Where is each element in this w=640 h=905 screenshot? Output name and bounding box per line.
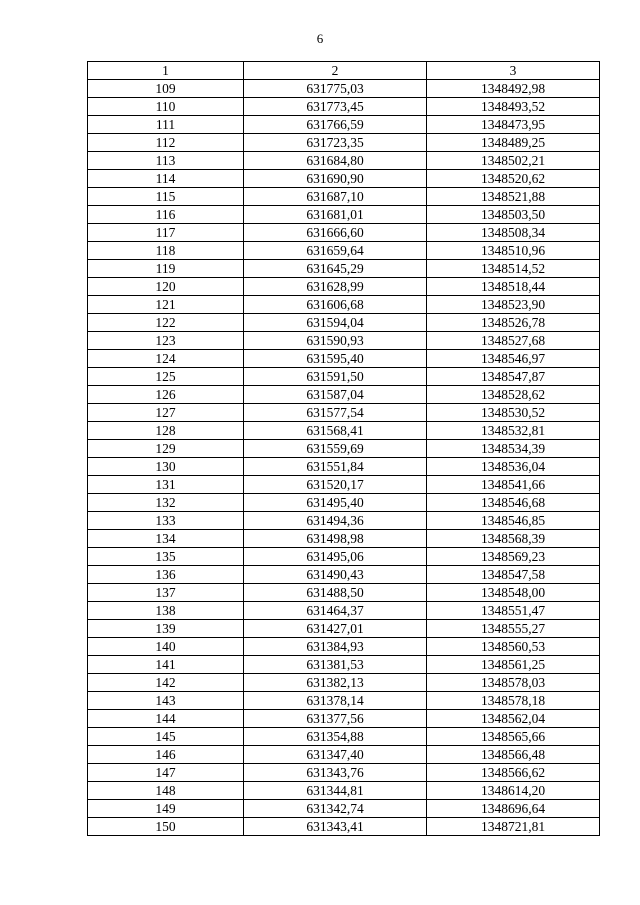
- point-number-cell: 113: [88, 152, 244, 170]
- page-number: 6: [316, 31, 324, 46]
- coordinate-y-cell: 1348493,52: [427, 98, 600, 116]
- coordinate-y-cell: 1348562,04: [427, 710, 600, 728]
- coordinate-x-cell: 631590,93: [244, 332, 427, 350]
- column-header: 1: [88, 62, 244, 80]
- coordinate-x-cell: 631587,04: [244, 386, 427, 404]
- point-number-cell: 129: [88, 440, 244, 458]
- coordinate-y-cell: 1348503,50: [427, 206, 600, 224]
- coordinate-x-cell: 631628,99: [244, 278, 427, 296]
- column-header: 2: [244, 62, 427, 80]
- coordinate-y-cell: 1348569,23: [427, 548, 600, 566]
- table-row: [88, 404, 600, 422]
- table-row: [88, 800, 600, 818]
- coordinate-y-cell: 1348614,20: [427, 782, 600, 800]
- table-row: [88, 476, 600, 494]
- table-row: [88, 566, 600, 584]
- table-row: [88, 242, 600, 260]
- point-number-cell: 135: [88, 548, 244, 566]
- point-number-cell: 146: [88, 746, 244, 764]
- coordinate-y-cell: 1348546,85: [427, 512, 600, 530]
- table-row: [88, 188, 600, 206]
- coordinate-x-cell: 631551,84: [244, 458, 427, 476]
- table-row: [88, 440, 600, 458]
- coordinate-y-cell: 1348541,66: [427, 476, 600, 494]
- coordinate-x-cell: 631773,45: [244, 98, 427, 116]
- table-row: [88, 296, 600, 314]
- coordinate-x-cell: 631520,17: [244, 476, 427, 494]
- coordinate-x-cell: 631427,01: [244, 620, 427, 638]
- point-number-cell: 119: [88, 260, 244, 278]
- table-row: [88, 80, 600, 98]
- table-row: [88, 638, 600, 656]
- coordinates-table: [87, 61, 600, 836]
- coordinate-y-cell: 1348518,44: [427, 278, 600, 296]
- coordinate-y-cell: 1348520,62: [427, 170, 600, 188]
- table-row: [88, 386, 600, 404]
- coordinate-y-cell: 1348547,87: [427, 368, 600, 386]
- table-row: [88, 710, 600, 728]
- point-number-cell: 139: [88, 620, 244, 638]
- coordinate-y-cell: 1348546,68: [427, 494, 600, 512]
- column-header: 3: [427, 62, 600, 80]
- table-body: [88, 80, 600, 836]
- coordinate-y-cell: 1348566,48: [427, 746, 600, 764]
- coordinate-y-cell: 1348502,21: [427, 152, 600, 170]
- table-row: [88, 260, 600, 278]
- coordinate-x-cell: 631381,53: [244, 656, 427, 674]
- table-row: [88, 656, 600, 674]
- point-number-cell: 127: [88, 404, 244, 422]
- coordinate-y-cell: 1348696,64: [427, 800, 600, 818]
- point-number-cell: 143: [88, 692, 244, 710]
- table-row: [88, 152, 600, 170]
- point-number-cell: 142: [88, 674, 244, 692]
- table-row: [88, 530, 600, 548]
- point-number-cell: 128: [88, 422, 244, 440]
- point-number-cell: 124: [88, 350, 244, 368]
- point-number-cell: 121: [88, 296, 244, 314]
- coordinate-x-cell: 631343,76: [244, 764, 427, 782]
- point-number-cell: 125: [88, 368, 244, 386]
- coordinate-x-cell: 631690,90: [244, 170, 427, 188]
- coordinate-y-cell: 1348489,25: [427, 134, 600, 152]
- coordinate-x-cell: 631766,59: [244, 116, 427, 134]
- table-row: [88, 620, 600, 638]
- coordinate-y-cell: 1348473,95: [427, 116, 600, 134]
- point-number-cell: 137: [88, 584, 244, 602]
- table-row: [88, 728, 600, 746]
- point-number-cell: 136: [88, 566, 244, 584]
- coordinate-y-cell: 1348565,66: [427, 728, 600, 746]
- table-row: [88, 170, 600, 188]
- coordinate-y-cell: 1348551,47: [427, 602, 600, 620]
- point-number-cell: 148: [88, 782, 244, 800]
- point-number-cell: 111: [88, 116, 244, 134]
- table-row: [88, 134, 600, 152]
- point-number-cell: 145: [88, 728, 244, 746]
- table-row: [88, 692, 600, 710]
- coordinate-y-cell: 1348568,39: [427, 530, 600, 548]
- coordinate-y-cell: 1348510,96: [427, 242, 600, 260]
- coordinate-y-cell: 1348546,97: [427, 350, 600, 368]
- point-number-cell: 126: [88, 386, 244, 404]
- coordinate-y-cell: 1348561,25: [427, 656, 600, 674]
- coordinate-x-cell: 631344,81: [244, 782, 427, 800]
- coordinate-x-cell: 631687,10: [244, 188, 427, 206]
- table-row: [88, 422, 600, 440]
- point-number-cell: 130: [88, 458, 244, 476]
- coordinate-x-cell: 631343,41: [244, 818, 427, 836]
- coordinate-y-cell: 1348526,78: [427, 314, 600, 332]
- point-number-cell: 138: [88, 602, 244, 620]
- table-row: [88, 584, 600, 602]
- coordinate-x-cell: 631775,03: [244, 80, 427, 98]
- point-number-cell: 134: [88, 530, 244, 548]
- coordinate-y-cell: 1348492,98: [427, 80, 600, 98]
- coordinate-x-cell: 631595,40: [244, 350, 427, 368]
- point-number-cell: 147: [88, 764, 244, 782]
- point-number-cell: 149: [88, 800, 244, 818]
- coordinate-y-cell: 1348547,58: [427, 566, 600, 584]
- table-row: [88, 494, 600, 512]
- point-number-cell: 123: [88, 332, 244, 350]
- point-number-cell: 114: [88, 170, 244, 188]
- table-row: [88, 458, 600, 476]
- coordinate-x-cell: 631577,54: [244, 404, 427, 422]
- coordinate-y-cell: 1348578,18: [427, 692, 600, 710]
- coordinate-y-cell: 1348514,52: [427, 260, 600, 278]
- coordinate-x-cell: 631495,06: [244, 548, 427, 566]
- coordinate-y-cell: 1348530,52: [427, 404, 600, 422]
- table-row: [88, 764, 600, 782]
- coordinate-x-cell: 631347,40: [244, 746, 427, 764]
- point-number-cell: 112: [88, 134, 244, 152]
- coordinate-y-cell: 1348523,90: [427, 296, 600, 314]
- coordinate-x-cell: 631723,35: [244, 134, 427, 152]
- point-number-cell: 110: [88, 98, 244, 116]
- table-row: [88, 350, 600, 368]
- table-row: [88, 548, 600, 566]
- table-row: [88, 332, 600, 350]
- coordinate-y-cell: 1348508,34: [427, 224, 600, 242]
- point-number-cell: 120: [88, 278, 244, 296]
- point-number-cell: 144: [88, 710, 244, 728]
- table-row: [88, 314, 600, 332]
- table-row: [88, 674, 600, 692]
- coordinate-x-cell: 631606,68: [244, 296, 427, 314]
- coordinate-x-cell: 631490,43: [244, 566, 427, 584]
- coordinate-y-cell: 1348566,62: [427, 764, 600, 782]
- point-number-cell: 132: [88, 494, 244, 512]
- coordinate-x-cell: 631659,64: [244, 242, 427, 260]
- table-row: [88, 224, 600, 242]
- coordinate-x-cell: 631568,41: [244, 422, 427, 440]
- coordinate-x-cell: 631594,04: [244, 314, 427, 332]
- coordinate-y-cell: 1348528,62: [427, 386, 600, 404]
- coordinate-x-cell: 631354,88: [244, 728, 427, 746]
- table-row: [88, 368, 600, 386]
- point-number-cell: 133: [88, 512, 244, 530]
- table-row: [88, 98, 600, 116]
- coordinate-y-cell: 1348555,27: [427, 620, 600, 638]
- point-number-cell: 109: [88, 80, 244, 98]
- coordinate-y-cell: 1348721,81: [427, 818, 600, 836]
- coordinate-x-cell: 631494,36: [244, 512, 427, 530]
- coordinate-x-cell: 631488,50: [244, 584, 427, 602]
- point-number-cell: 116: [88, 206, 244, 224]
- coordinate-x-cell: 631666,60: [244, 224, 427, 242]
- coordinate-y-cell: 1348527,68: [427, 332, 600, 350]
- point-number-cell: 117: [88, 224, 244, 242]
- table-row: [88, 782, 600, 800]
- coordinate-y-cell: 1348560,53: [427, 638, 600, 656]
- coordinate-x-cell: 631645,29: [244, 260, 427, 278]
- coordinate-x-cell: 631342,74: [244, 800, 427, 818]
- coordinate-y-cell: 1348578,03: [427, 674, 600, 692]
- coordinate-x-cell: 631464,37: [244, 602, 427, 620]
- point-number-cell: 141: [88, 656, 244, 674]
- coordinate-y-cell: 1348532,81: [427, 422, 600, 440]
- coordinate-x-cell: 631591,50: [244, 368, 427, 386]
- coordinate-y-cell: 1348548,00: [427, 584, 600, 602]
- point-number-cell: 150: [88, 818, 244, 836]
- coordinate-x-cell: 631498,98: [244, 530, 427, 548]
- coordinate-y-cell: 1348521,88: [427, 188, 600, 206]
- coordinate-x-cell: 631684,80: [244, 152, 427, 170]
- coordinate-x-cell: 631377,56: [244, 710, 427, 728]
- table-row: [88, 818, 600, 836]
- coordinate-y-cell: 1348536,04: [427, 458, 600, 476]
- coordinate-x-cell: 631495,40: [244, 494, 427, 512]
- point-number-cell: 140: [88, 638, 244, 656]
- table-row: [88, 746, 600, 764]
- table-header-row: [88, 62, 600, 80]
- coordinate-x-cell: 631382,13: [244, 674, 427, 692]
- table-row: [88, 206, 600, 224]
- point-number-cell: 115: [88, 188, 244, 206]
- point-number-cell: 122: [88, 314, 244, 332]
- point-number-cell: 131: [88, 476, 244, 494]
- table-row: [88, 602, 600, 620]
- table-row: [88, 512, 600, 530]
- coordinate-x-cell: 631681,01: [244, 206, 427, 224]
- coordinate-x-cell: 631378,14: [244, 692, 427, 710]
- coordinate-x-cell: 631384,93: [244, 638, 427, 656]
- point-number-cell: 118: [88, 242, 244, 260]
- coordinate-y-cell: 1348534,39: [427, 440, 600, 458]
- coordinate-x-cell: 631559,69: [244, 440, 427, 458]
- table-row: [88, 278, 600, 296]
- table-row: [88, 116, 600, 134]
